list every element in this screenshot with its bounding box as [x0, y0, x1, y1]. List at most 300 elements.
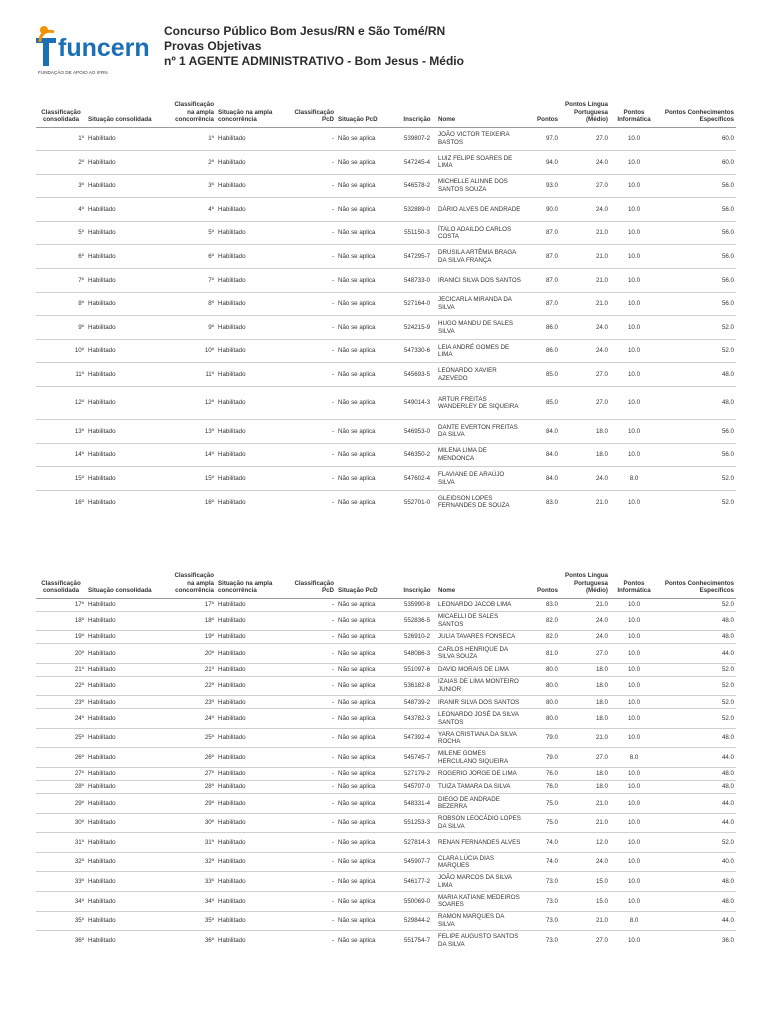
cell-situacao-ampla: Habilitado: [216, 420, 292, 444]
cell-nome: IZAIAS DE LIMA MONTEIRO JUNIOR: [436, 676, 524, 696]
cell-situacao-ampla: Habilitado: [216, 467, 292, 491]
cell-classificacao-ampla: 26º: [168, 748, 216, 768]
cell-nome: GLEIDSON LOPES FERNANDES DE SOUZA: [436, 490, 524, 514]
table-row: [36, 781, 736, 794]
cell-situacao-consolidada: Habilitado: [86, 127, 168, 151]
cell-classificacao-consolidada: 13º: [36, 420, 86, 444]
cell-situacao-ampla: Habilitado: [216, 833, 292, 853]
document-title: Concurso Público Bom Jesus/RN e São Tomé/RN: [164, 24, 446, 38]
cell-situacao-pcd: Não se aplica: [336, 467, 398, 491]
cell-classificacao-ampla: 15º: [168, 467, 216, 491]
cell-pontos-lingua-portuguesa: 21.0: [560, 245, 610, 269]
cell-pontos: 73.0: [524, 892, 560, 912]
cell-nome: JECICARLA MIRANDA DA SILVA: [436, 292, 524, 316]
cell-pontos-lingua-portuguesa: 27.0: [560, 363, 610, 387]
cell-situacao-ampla: Habilitado: [216, 151, 292, 175]
cell-inscricao: 527164-0: [398, 292, 436, 316]
cell-inscricao: 526910-2: [398, 631, 436, 644]
cell-pontos-informatica: 10.0: [610, 892, 658, 912]
cell-nome: LEONARDO JOSÉ DA SILVA SANTOS: [436, 709, 524, 729]
cell-pontos-conhecimentos-especificos: 48.0: [658, 387, 736, 420]
cell-classificacao-pcd: -: [292, 611, 336, 631]
cell-classificacao-pcd: -: [292, 852, 336, 872]
cell-classificacao-pcd: -: [292, 387, 336, 420]
table-row: [36, 728, 736, 748]
cell-classificacao-consolidada: 35º: [36, 911, 86, 931]
cell-inscricao: 552836-5: [398, 611, 436, 631]
table-header-row: [36, 564, 736, 598]
cell-pontos: 90.0: [524, 198, 560, 222]
table-row: [36, 151, 736, 175]
cell-situacao-consolidada: Habilitado: [86, 363, 168, 387]
cell-situacao-consolidada: Habilitado: [86, 872, 168, 892]
cell-pontos: 74.0: [524, 852, 560, 872]
cell-pontos: 94.0: [524, 151, 560, 175]
cell-classificacao-consolidada: 20º: [36, 644, 86, 664]
cell-classificacao-ampla: 3º: [168, 174, 216, 198]
cell-pontos: 86.0: [524, 316, 560, 340]
cell-classificacao-pcd: -: [292, 245, 336, 269]
cell-pontos: 93.0: [524, 174, 560, 198]
column-header-pontos-informatica: Pontos Informática: [610, 93, 658, 127]
cell-pontos-informatica: 10.0: [610, 611, 658, 631]
cell-classificacao-pcd: -: [292, 833, 336, 853]
column-header-situacao-pcd: Situação PcD: [336, 564, 398, 598]
column-header-classificacao-pcd: Classificação PcD: [292, 93, 336, 127]
column-header-pontos-lingua-portuguesa: Pontos Língua Portuguesa (Médio): [560, 564, 610, 598]
cell-pontos: 82.0: [524, 631, 560, 644]
cell-situacao-ampla: Habilitado: [216, 292, 292, 316]
cell-classificacao-consolidada: 8º: [36, 292, 86, 316]
cell-classificacao-ampla: 17º: [168, 598, 216, 611]
cell-situacao-ampla: Habilitado: [216, 768, 292, 781]
cell-pontos-informatica: 10.0: [610, 151, 658, 175]
cell-classificacao-ampla: 18º: [168, 611, 216, 631]
cell-pontos: 74.0: [524, 833, 560, 853]
cell-pontos-conhecimentos-especificos: 44.0: [658, 813, 736, 833]
table-row: [36, 748, 736, 768]
table-row: [36, 420, 736, 444]
cell-classificacao-ampla: 8º: [168, 292, 216, 316]
cell-classificacao-pcd: -: [292, 127, 336, 151]
cell-situacao-pcd: Não se aplica: [336, 151, 398, 175]
cell-situacao-pcd: Não se aplica: [336, 709, 398, 729]
cell-pontos-conhecimentos-especificos: 52.0: [658, 696, 736, 709]
cell-classificacao-pcd: -: [292, 490, 336, 514]
cell-classificacao-ampla: 28º: [168, 781, 216, 794]
cell-classificacao-ampla: 22º: [168, 676, 216, 696]
column-header-pontos: Pontos: [524, 564, 560, 598]
column-header-pontos: Pontos: [524, 93, 560, 127]
document-subtitle: Provas Objetivas: [164, 39, 262, 53]
cell-classificacao-pcd: -: [292, 292, 336, 316]
cell-inscricao: 547295-7: [398, 245, 436, 269]
cell-pontos-lingua-portuguesa: 15.0: [560, 892, 610, 912]
cell-classificacao-ampla: 30º: [168, 813, 216, 833]
cell-classificacao-ampla: 20º: [168, 644, 216, 664]
cell-pontos-informatica: 10.0: [610, 663, 658, 676]
cell-inscricao: 547392-4: [398, 728, 436, 748]
cell-pontos-lingua-portuguesa: 21.0: [560, 728, 610, 748]
cell-nome: ROGERIO JORGE DE LIMA: [436, 768, 524, 781]
cell-pontos: 76.0: [524, 781, 560, 794]
cell-situacao-ampla: Habilitado: [216, 644, 292, 664]
table-row: [36, 852, 736, 872]
cell-pontos-informatica: 10.0: [610, 245, 658, 269]
cell-classificacao-consolidada: 1º: [36, 127, 86, 151]
cell-situacao-consolidada: Habilitado: [86, 245, 168, 269]
cell-situacao-pcd: Não se aplica: [336, 387, 398, 420]
table-row: [36, 363, 736, 387]
cell-pontos-conhecimentos-especificos: 36.0: [658, 931, 736, 951]
cell-situacao-ampla: Habilitado: [216, 174, 292, 198]
cell-nome: TUIZA TAMARA DA SILVA: [436, 781, 524, 794]
cell-inscricao: 527179-2: [398, 768, 436, 781]
cell-nome: DANTE EVERTON FREITAS DA SILVA: [436, 420, 524, 444]
cell-pontos-informatica: 10.0: [610, 781, 658, 794]
cell-inscricao: 547245-4: [398, 151, 436, 175]
cell-situacao-pcd: Não se aplica: [336, 911, 398, 931]
cell-classificacao-consolidada: 15º: [36, 467, 86, 491]
cell-situacao-pcd: Não se aplica: [336, 644, 398, 664]
cell-situacao-consolidada: Habilitado: [86, 611, 168, 631]
cell-situacao-pcd: Não se aplica: [336, 420, 398, 444]
cell-classificacao-ampla: 1º: [168, 127, 216, 151]
logo-caption: FUNDAÇÃO DE APOIO AO IFRN: [38, 70, 108, 75]
cell-classificacao-pcd: -: [292, 443, 336, 467]
cell-classificacao-consolidada: 31º: [36, 833, 86, 853]
cell-pontos-lingua-portuguesa: 18.0: [560, 768, 610, 781]
cell-classificacao-ampla: 36º: [168, 931, 216, 951]
table-row: [36, 339, 736, 363]
cell-situacao-consolidada: Habilitado: [86, 709, 168, 729]
cell-inscricao: 548733-0: [398, 269, 436, 293]
table-row: [36, 490, 736, 514]
cell-pontos-informatica: 10.0: [610, 852, 658, 872]
column-header-pontos-informatica: Pontos Informática: [610, 564, 658, 598]
table-row: [36, 872, 736, 892]
cell-nome: MILENE GOMES HERCULANO SIQUEIRA: [436, 748, 524, 768]
cell-classificacao-pcd: -: [292, 663, 336, 676]
cell-pontos-informatica: 10.0: [610, 387, 658, 420]
cell-classificacao-pcd: -: [292, 363, 336, 387]
cell-situacao-ampla: Habilitado: [216, 892, 292, 912]
cell-classificacao-pcd: -: [292, 151, 336, 175]
cell-situacao-pcd: Não se aplica: [336, 339, 398, 363]
cell-situacao-ampla: Habilitado: [216, 316, 292, 340]
cell-pontos: 73.0: [524, 872, 560, 892]
table-row: [36, 911, 736, 931]
cell-nome: LEONARDO JACOB LIMA: [436, 598, 524, 611]
document-titles: [164, 24, 464, 69]
table-row: [36, 467, 736, 491]
cell-pontos-conhecimentos-especificos: 48.0: [658, 781, 736, 794]
cell-pontos-conhecimentos-especificos: 48.0: [658, 611, 736, 631]
column-header-situacao-consolidada: Situação consolidada: [86, 564, 168, 598]
cell-nome: JOÃO MARCOS DA SILVA LIMA: [436, 872, 524, 892]
cell-pontos-informatica: 10.0: [610, 833, 658, 853]
cell-situacao-consolidada: Habilitado: [86, 387, 168, 420]
cell-situacao-ampla: Habilitado: [216, 872, 292, 892]
cell-classificacao-pcd: -: [292, 728, 336, 748]
cell-pontos-conhecimentos-especificos: 52.0: [658, 709, 736, 729]
cell-classificacao-consolidada: 28º: [36, 781, 86, 794]
cell-situacao-ampla: Habilitado: [216, 676, 292, 696]
cell-classificacao-consolidada: 10º: [36, 339, 86, 363]
cell-classificacao-ampla: 7º: [168, 269, 216, 293]
cell-classificacao-ampla: 9º: [168, 316, 216, 340]
cell-pontos-informatica: 8.0: [610, 911, 658, 931]
cell-situacao-ampla: Habilitado: [216, 813, 292, 833]
cell-pontos-conhecimentos-especificos: 48.0: [658, 892, 736, 912]
cell-pontos-conhecimentos-especificos: 44.0: [658, 644, 736, 664]
cell-situacao-pcd: Não se aplica: [336, 198, 398, 222]
cell-situacao-consolidada: Habilitado: [86, 443, 168, 467]
cell-nome: LEONARDO XAVIER AZEVEDO: [436, 363, 524, 387]
cell-classificacao-ampla: 34º: [168, 892, 216, 912]
cell-nome: DÁRIO ALVES DE ANDRADE: [436, 198, 524, 222]
cell-pontos: 80.0: [524, 676, 560, 696]
cell-pontos-conhecimentos-especificos: 52.0: [658, 490, 736, 514]
cell-pontos-lingua-portuguesa: 27.0: [560, 644, 610, 664]
cell-classificacao-ampla: 12º: [168, 387, 216, 420]
cell-nome: MICAELLI DE SALES SANTOS: [436, 611, 524, 631]
cell-situacao-consolidada: Habilitado: [86, 316, 168, 340]
cell-classificacao-consolidada: 7º: [36, 269, 86, 293]
cell-pontos-informatica: 10.0: [610, 768, 658, 781]
column-header-situacao-consolidada: Situação consolidada: [86, 93, 168, 127]
cell-nome: CLARA LÚCIA DIAS MARQUES: [436, 852, 524, 872]
cell-classificacao-pcd: -: [292, 467, 336, 491]
table-row: [36, 676, 736, 696]
cell-classificacao-pcd: -: [292, 420, 336, 444]
cell-pontos-lingua-portuguesa: 18.0: [560, 676, 610, 696]
cell-nome: LEIA ANDRÉ GOMES DE LIMA: [436, 339, 524, 363]
cell-pontos-lingua-portuguesa: 21.0: [560, 221, 610, 245]
cell-pontos: 85.0: [524, 387, 560, 420]
cell-pontos-informatica: 10.0: [610, 728, 658, 748]
column-header-classificacao-pcd: Classificação PcD: [292, 564, 336, 598]
cell-classificacao-ampla: 32º: [168, 852, 216, 872]
cell-pontos: 81.0: [524, 644, 560, 664]
cell-classificacao-consolidada: 14º: [36, 443, 86, 467]
cell-classificacao-pcd: -: [292, 631, 336, 644]
cell-pontos-conhecimentos-especificos: 40.0: [658, 852, 736, 872]
cell-pontos: 84.0: [524, 420, 560, 444]
cell-classificacao-pcd: -: [292, 221, 336, 245]
cell-situacao-consolidada: Habilitado: [86, 467, 168, 491]
cell-pontos-conhecimentos-especificos: 56.0: [658, 198, 736, 222]
cell-classificacao-ampla: 35º: [168, 911, 216, 931]
cell-classificacao-pcd: -: [292, 709, 336, 729]
cell-pontos: 80.0: [524, 696, 560, 709]
cell-pontos-conhecimentos-especificos: 56.0: [658, 269, 736, 293]
cell-situacao-consolidada: Habilitado: [86, 663, 168, 676]
cell-nome: JOÃO VICTOR TEIXEIRA BASTOS: [436, 127, 524, 151]
cell-classificacao-pcd: -: [292, 316, 336, 340]
cell-nome: MILENA LIMA DE MENDONCA: [436, 443, 524, 467]
cell-situacao-ampla: Habilitado: [216, 748, 292, 768]
cell-situacao-ampla: Habilitado: [216, 852, 292, 872]
cell-situacao-pcd: Não se aplica: [336, 781, 398, 794]
funcern-logo-icon: [34, 22, 152, 70]
cell-nome: DIEGO DE ANDRADE BEZERRA: [436, 794, 524, 814]
cell-classificacao-pcd: -: [292, 872, 336, 892]
cell-pontos-informatica: 10.0: [610, 794, 658, 814]
cell-pontos-conhecimentos-especificos: 52.0: [658, 467, 736, 491]
cell-pontos-informatica: 10.0: [610, 644, 658, 664]
cell-situacao-pcd: Não se aplica: [336, 363, 398, 387]
cell-pontos-informatica: 10.0: [610, 198, 658, 222]
cell-situacao-consolidada: Habilitado: [86, 631, 168, 644]
cell-pontos-lingua-portuguesa: 12.0: [560, 833, 610, 853]
cell-pontos-conhecimentos-especificos: 52.0: [658, 316, 736, 340]
cell-nome: DAVID MORAIS DE LIMA: [436, 663, 524, 676]
cell-situacao-pcd: Não se aplica: [336, 443, 398, 467]
cell-pontos-lingua-portuguesa: 27.0: [560, 748, 610, 768]
cell-inscricao: 548086-3: [398, 644, 436, 664]
cell-pontos-conhecimentos-especificos: 56.0: [658, 221, 736, 245]
cell-situacao-consolidada: Habilitado: [86, 174, 168, 198]
cell-nome: RAMON MARQUES DA SILVA: [436, 911, 524, 931]
table-row: [36, 598, 736, 611]
cell-classificacao-consolidada: 29º: [36, 794, 86, 814]
cell-pontos: 83.0: [524, 490, 560, 514]
cell-nome: HUGO MANDU DE SALES SILVA: [436, 316, 524, 340]
cell-pontos-conhecimentos-especificos: 48.0: [658, 363, 736, 387]
cell-pontos-informatica: 10.0: [610, 676, 658, 696]
cell-pontos-lingua-portuguesa: 27.0: [560, 174, 610, 198]
cell-situacao-ampla: Habilitado: [216, 728, 292, 748]
cell-inscricao: 543782-3: [398, 709, 436, 729]
cell-situacao-consolidada: Habilitado: [86, 339, 168, 363]
cell-nome: FLAVIANE DE ARAÚJO SILVA: [436, 467, 524, 491]
cell-nome: MICHELLE ALINNE DOS SANTOS SOUZA: [436, 174, 524, 198]
cell-inscricao: 529844-2: [398, 911, 436, 931]
cell-pontos-conhecimentos-especificos: 48.0: [658, 728, 736, 748]
column-header-nome: Nome: [436, 93, 524, 127]
cell-pontos-informatica: 10.0: [610, 709, 658, 729]
cell-inscricao: 524215-9: [398, 316, 436, 340]
cell-situacao-ampla: Habilitado: [216, 663, 292, 676]
cell-situacao-pcd: Não se aplica: [336, 931, 398, 951]
cell-classificacao-ampla: 24º: [168, 709, 216, 729]
cell-pontos: 82.0: [524, 611, 560, 631]
cell-pontos: 84.0: [524, 467, 560, 491]
cell-pontos-informatica: 10.0: [610, 813, 658, 833]
cell-pontos-conhecimentos-especificos: 56.0: [658, 443, 736, 467]
cell-pontos-conhecimentos-especificos: 52.0: [658, 663, 736, 676]
column-header-inscricao: Inscrição: [398, 564, 436, 598]
cell-inscricao: 548739-2: [398, 696, 436, 709]
cell-nome: ÍTALO ADAILDO CARLOS COSTA: [436, 221, 524, 245]
cell-classificacao-pcd: -: [292, 696, 336, 709]
table-row: [36, 631, 736, 644]
cell-situacao-pcd: Não se aplica: [336, 611, 398, 631]
cell-pontos-lingua-portuguesa: 24.0: [560, 467, 610, 491]
cell-pontos-informatica: 10.0: [610, 269, 658, 293]
cell-inscricao: 546177-2: [398, 872, 436, 892]
cell-situacao-pcd: Não se aplica: [336, 316, 398, 340]
cell-situacao-ampla: Habilitado: [216, 611, 292, 631]
cell-pontos-conhecimentos-especificos: 52.0: [658, 833, 736, 853]
cell-situacao-consolidada: Habilitado: [86, 151, 168, 175]
cell-pontos-informatica: 10.0: [610, 221, 658, 245]
table-row: [36, 663, 736, 676]
cell-inscricao: 532889-0: [398, 198, 436, 222]
column-header-pontos-lingua-portuguesa: Pontos Língua Portuguesa (Médio): [560, 93, 610, 127]
column-header-nome: Nome: [436, 564, 524, 598]
cell-classificacao-consolidada: 36º: [36, 931, 86, 951]
table-row: [36, 316, 736, 340]
cell-situacao-pcd: Não se aplica: [336, 728, 398, 748]
column-header-classificacao-consolidada: Classificação consolidada: [36, 564, 86, 598]
cell-pontos-lingua-portuguesa: 21.0: [560, 598, 610, 611]
cell-inscricao: 551097-6: [398, 663, 436, 676]
cell-situacao-consolidada: Habilitado: [86, 420, 168, 444]
cell-classificacao-consolidada: 25º: [36, 728, 86, 748]
cell-pontos-lingua-portuguesa: 18.0: [560, 443, 610, 467]
cell-situacao-pcd: Não se aplica: [336, 598, 398, 611]
cell-situacao-consolidada: Habilitado: [86, 221, 168, 245]
cell-classificacao-consolidada: 3º: [36, 174, 86, 198]
cell-pontos-lingua-portuguesa: 18.0: [560, 663, 610, 676]
cell-situacao-pcd: Não se aplica: [336, 892, 398, 912]
cell-classificacao-ampla: 19º: [168, 631, 216, 644]
cell-pontos-informatica: 10.0: [610, 127, 658, 151]
cell-pontos-informatica: 10.0: [610, 420, 658, 444]
cell-pontos-conhecimentos-especificos: 52.0: [658, 598, 736, 611]
table-header-row: [36, 93, 736, 127]
cell-pontos-lingua-portuguesa: 27.0: [560, 387, 610, 420]
cell-situacao-ampla: Habilitado: [216, 245, 292, 269]
cell-pontos-informatica: 10.0: [610, 931, 658, 951]
cell-pontos-informatica: 10.0: [610, 292, 658, 316]
cell-situacao-ampla: Habilitado: [216, 490, 292, 514]
cell-situacao-consolidada: Habilitado: [86, 911, 168, 931]
cell-classificacao-pcd: -: [292, 598, 336, 611]
cell-situacao-pcd: Não se aplica: [336, 813, 398, 833]
column-header-situacao-pcd: Situação PcD: [336, 93, 398, 127]
cell-pontos-conhecimentos-especificos: 56.0: [658, 420, 736, 444]
cell-classificacao-ampla: 29º: [168, 794, 216, 814]
cell-inscricao: 546350-2: [398, 443, 436, 467]
cell-classificacao-pcd: -: [292, 794, 336, 814]
cell-situacao-pcd: Não se aplica: [336, 794, 398, 814]
cell-nome: IRANICI SILVA DOS SANTOS: [436, 269, 524, 293]
cell-classificacao-pcd: -: [292, 198, 336, 222]
cell-pontos: 73.0: [524, 931, 560, 951]
table-row: [36, 644, 736, 664]
cell-pontos: 80.0: [524, 709, 560, 729]
cell-situacao-consolidada: Habilitado: [86, 696, 168, 709]
cell-nome: LUIZ FELIPE SOARES DE LIMA: [436, 151, 524, 175]
cell-inscricao: 550069-0: [398, 892, 436, 912]
cell-classificacao-ampla: 5º: [168, 221, 216, 245]
cell-pontos-conhecimentos-especificos: 56.0: [658, 174, 736, 198]
cell-situacao-pcd: Não se aplica: [336, 768, 398, 781]
cell-situacao-consolidada: Habilitado: [86, 781, 168, 794]
cell-classificacao-ampla: 13º: [168, 420, 216, 444]
cell-situacao-consolidada: Habilitado: [86, 269, 168, 293]
cell-situacao-ampla: Habilitado: [216, 443, 292, 467]
cell-classificacao-consolidada: 26º: [36, 748, 86, 768]
cell-situacao-pcd: Não se aplica: [336, 872, 398, 892]
table-row: [36, 709, 736, 729]
svg-text:funcern: funcern: [58, 34, 150, 62]
column-header-situacao-ampla: Situação na ampla concorrência: [216, 564, 292, 598]
cell-pontos: 75.0: [524, 813, 560, 833]
